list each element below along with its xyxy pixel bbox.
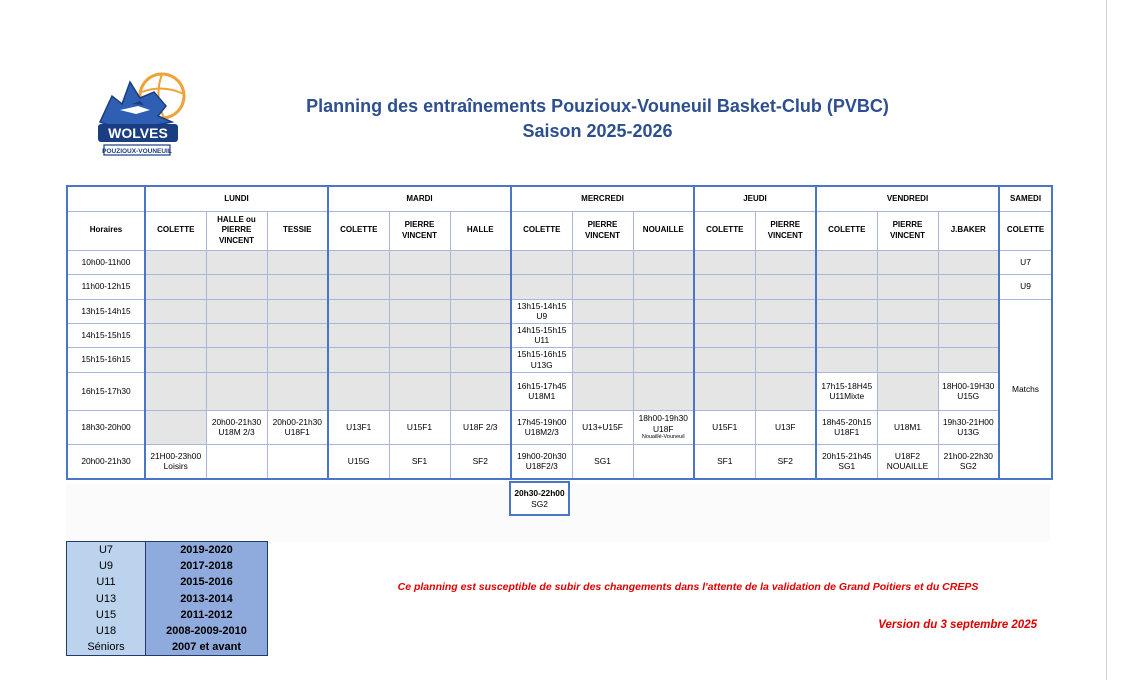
- empty-cell: [145, 274, 206, 299]
- table-row: [67, 590, 268, 606]
- session-cell: 18H00-19H30 U15G: [938, 372, 999, 410]
- empty-cell: [328, 250, 389, 274]
- empty-cell: [145, 250, 206, 274]
- session-cell: U15G: [328, 444, 389, 479]
- empty-cell: [877, 299, 938, 323]
- days-row: [67, 186, 1052, 211]
- venue-jeudi-pierre-vincent: PIERRE VINCENT: [755, 211, 816, 250]
- empty-cell: [389, 299, 450, 323]
- empty-cell: [877, 347, 938, 372]
- empty-cell: [694, 323, 755, 347]
- empty-cell: [572, 347, 633, 372]
- age-category: U11: [67, 574, 146, 590]
- session-cell: 20h00-21h30 U18F1: [267, 410, 328, 444]
- venue-mardi-halle: HALLE: [450, 211, 511, 250]
- version-label: Version du 3 septembre 2025: [878, 619, 1037, 631]
- empty-cell: [328, 347, 389, 372]
- empty-cell: [755, 274, 816, 299]
- session-cell: U13F1: [328, 410, 389, 444]
- empty-cell: [450, 299, 511, 323]
- page-subtitle: Saison 2025-2026: [522, 121, 673, 141]
- empty-cell: [206, 347, 267, 372]
- empty-cell: [267, 299, 328, 323]
- day-mercredi: MERCREDI: [511, 186, 694, 211]
- age-categories-table: [66, 541, 268, 656]
- empty-cell: [633, 323, 694, 347]
- empty-cell: [572, 274, 633, 299]
- session-cell: 21h00-22h30 SG2: [938, 444, 999, 479]
- venue-mercredi-colette: COLETTE: [511, 211, 572, 250]
- venue-vendredi-colette: COLETTE: [816, 211, 877, 250]
- session-cell: 21H00-23h00 Loisirs: [145, 444, 206, 479]
- empty-cell: [328, 323, 389, 347]
- empty-cell: [938, 274, 999, 299]
- day-samedi: SAMEDI: [999, 186, 1052, 211]
- empty-cell: [267, 444, 328, 479]
- table-row: [67, 607, 268, 623]
- empty-cell: [450, 347, 511, 372]
- day-mardi: MARDI: [328, 186, 511, 211]
- empty-cell: [633, 444, 694, 479]
- page-edge-line: [1106, 0, 1107, 680]
- empty-cell: [328, 299, 389, 323]
- empty-cell: [389, 347, 450, 372]
- session-cell: U9: [999, 274, 1052, 299]
- empty-cell: [755, 347, 816, 372]
- age-category: U18: [67, 623, 146, 639]
- venue-vendredi-jbaker: J.BAKER: [938, 211, 999, 250]
- birth-years: 2007 et avant: [146, 639, 268, 655]
- empty-cell: [206, 372, 267, 410]
- birth-years: 2011-2012: [146, 607, 268, 623]
- corner-cell: [67, 186, 145, 211]
- session-cell: 14h15-15h15 U11: [511, 323, 572, 347]
- horaires-header: Horaires: [67, 211, 145, 250]
- page-title: Planning des entraînements Pouzioux-Vouneuil Basket-Club (PVBC): [306, 96, 889, 116]
- empty-cell: [755, 372, 816, 410]
- slot-label: 20h00-21h30: [67, 444, 145, 479]
- age-category: U9: [67, 558, 146, 574]
- slot-label: 15h15-16h15: [67, 347, 145, 372]
- empty-cell: [633, 299, 694, 323]
- session-cell: SF2: [755, 444, 816, 479]
- empty-cell: [877, 274, 938, 299]
- birth-years: 2019-2020: [146, 542, 268, 558]
- table-row: [67, 410, 1052, 444]
- table-row: [67, 444, 1052, 479]
- empty-cell: [694, 372, 755, 410]
- slot-label: 10h00-11h00: [67, 250, 145, 274]
- empty-cell: [755, 250, 816, 274]
- session-cell: 16h15-17h45 U18M1: [511, 372, 572, 410]
- table-row: [67, 623, 268, 639]
- day-vendredi: VENDREDI: [816, 186, 999, 211]
- planning-table: [66, 185, 1053, 480]
- session-cell: 13h15-14h15 U9: [511, 299, 572, 323]
- session-cell: U18F 2/3: [450, 410, 511, 444]
- age-category: Séniors: [67, 639, 146, 655]
- session-cell: SF1: [694, 444, 755, 479]
- empty-cell: [572, 299, 633, 323]
- session-cell: SF1: [389, 444, 450, 479]
- age-category: U13: [67, 590, 146, 606]
- empty-cell: [267, 347, 328, 372]
- empty-cell: [267, 323, 328, 347]
- day-lundi: LUNDI: [145, 186, 328, 211]
- empty-cell: [389, 250, 450, 274]
- empty-cell: [938, 323, 999, 347]
- empty-cell: [206, 323, 267, 347]
- empty-cell: [145, 372, 206, 410]
- venue-lundi-halle: HALLE ou PIERRE VINCENT: [206, 211, 267, 250]
- session-cell: 17h15-18H45 U11Mixte: [816, 372, 877, 410]
- empty-cell: [938, 347, 999, 372]
- session-cell: 19h30-21H00 U13G: [938, 410, 999, 444]
- slot-label: 14h15-15h15: [67, 323, 145, 347]
- table-row: [67, 250, 1052, 274]
- logo-text: WOLVES: [108, 125, 168, 141]
- empty-cell: [450, 274, 511, 299]
- matchs-cell: Matchs: [999, 299, 1052, 479]
- session-cell: SF2: [450, 444, 511, 479]
- empty-cell: [267, 274, 328, 299]
- empty-cell: [755, 323, 816, 347]
- empty-cell: [145, 323, 206, 347]
- session-cell: 18h45-20h15 U18F1: [816, 410, 877, 444]
- empty-cell: [145, 410, 206, 444]
- session-cell: U13F: [755, 410, 816, 444]
- birth-years: 2008-2009-2010: [146, 623, 268, 639]
- empty-cell: [450, 323, 511, 347]
- venue-mercredi-nouaille: NOUAILLE: [633, 211, 694, 250]
- birth-years: 2015-2016: [146, 574, 268, 590]
- empty-cell: [816, 347, 877, 372]
- table-row: [67, 274, 1052, 299]
- session-cell: 19h00-20h30 U18F2/3: [511, 444, 572, 479]
- table-row: [67, 323, 1052, 347]
- venue-lundi-colette: COLETTE: [145, 211, 206, 250]
- birth-years: 2013-2014: [146, 590, 268, 606]
- slot-label: 11h00-12h15: [67, 274, 145, 299]
- empty-cell: [572, 323, 633, 347]
- empty-cell: [206, 299, 267, 323]
- session-cell: U18M1: [877, 410, 938, 444]
- birth-years: 2017-2018: [146, 558, 268, 574]
- empty-cell: [633, 274, 694, 299]
- empty-cell: [450, 372, 511, 410]
- venue-lundi-tessie: TESSIE: [267, 211, 328, 250]
- slot-label: 18h30-20h00: [67, 410, 145, 444]
- session-cell: 20h15-21h45 SG1: [816, 444, 877, 479]
- age-category: U7: [67, 542, 146, 558]
- empty-cell: [145, 299, 206, 323]
- empty-cell: [694, 347, 755, 372]
- empty-cell: [938, 299, 999, 323]
- table-row: [67, 574, 268, 590]
- table-row: [67, 542, 268, 558]
- empty-cell: [816, 250, 877, 274]
- session-cell: 15h15-16h15 U13G: [511, 347, 572, 372]
- empty-cell: [694, 250, 755, 274]
- session-cell: U13+U15F: [572, 410, 633, 444]
- empty-cell: [633, 347, 694, 372]
- session-cell: U15F1: [389, 410, 450, 444]
- empty-cell: [389, 274, 450, 299]
- empty-cell: [328, 372, 389, 410]
- logo-subtext: POUZIOUX-VOUNEUIL: [102, 148, 172, 155]
- empty-cell: [511, 274, 572, 299]
- empty-cell: [389, 372, 450, 410]
- empty-cell: [389, 323, 450, 347]
- empty-cell: [572, 372, 633, 410]
- slot-label: 13h15-14h15: [67, 299, 145, 323]
- day-jeudi: JEUDI: [694, 186, 816, 211]
- age-category: U15: [67, 607, 146, 623]
- empty-cell: [633, 372, 694, 410]
- empty-cell: [267, 372, 328, 410]
- venue-vendredi-pierre-vincent: PIERRE VINCENT: [877, 211, 938, 250]
- empty-cell: [816, 323, 877, 347]
- session-cell: U18F2 NOUAILLE: [877, 444, 938, 479]
- wolves-logo: [92, 70, 192, 162]
- venue-mardi-pierre-vincent: PIERRE VINCENT: [389, 211, 450, 250]
- empty-cell: [694, 299, 755, 323]
- empty-cell: [816, 274, 877, 299]
- empty-cell: [755, 299, 816, 323]
- slot-label: 16h15-17h30: [67, 372, 145, 410]
- session-cell: 18h00-19h30 U18F Nouaillé-Vouneuil: [633, 410, 694, 444]
- empty-cell: [694, 274, 755, 299]
- empty-cell: [877, 372, 938, 410]
- venue-mardi-colette: COLETTE: [328, 211, 389, 250]
- empty-cell: [877, 250, 938, 274]
- empty-cell: [206, 444, 267, 479]
- empty-cell: [206, 274, 267, 299]
- table-row: [67, 639, 268, 655]
- session-cell: U15F1: [694, 410, 755, 444]
- empty-cell: [267, 250, 328, 274]
- empty-cell: [450, 250, 511, 274]
- empty-cell: [816, 299, 877, 323]
- empty-cell: [511, 250, 572, 274]
- change-notice: Ce planning est susceptible de subir des changements dans l'attente de la validation de Grand Poitiers et du CREPS: [397, 581, 979, 593]
- empty-cell: [145, 347, 206, 372]
- extra-session-cell: 20h30-22h00 SG2: [509, 481, 570, 516]
- table-row: [67, 372, 1052, 410]
- empty-cell: [572, 250, 633, 274]
- venue-jeudi-colette: COLETTE: [694, 211, 755, 250]
- empty-cell: [328, 274, 389, 299]
- session-cell: SG1: [572, 444, 633, 479]
- session-cell: 20h00-21h30 U18M 2/3: [206, 410, 267, 444]
- venue-samedi-colette: COLETTE: [999, 211, 1052, 250]
- empty-cell: [877, 323, 938, 347]
- empty-cell: [206, 250, 267, 274]
- table-row: [67, 299, 1052, 323]
- table-row: [67, 558, 268, 574]
- session-cell: U7: [999, 250, 1052, 274]
- empty-cell: [633, 250, 694, 274]
- venues-row: [67, 211, 1052, 250]
- empty-cell: [938, 250, 999, 274]
- table-row: [67, 347, 1052, 372]
- venue-mercredi-pierre-vincent: PIERRE VINCENT: [572, 211, 633, 250]
- session-cell: 17h45-19h00 U18M2/3: [511, 410, 572, 444]
